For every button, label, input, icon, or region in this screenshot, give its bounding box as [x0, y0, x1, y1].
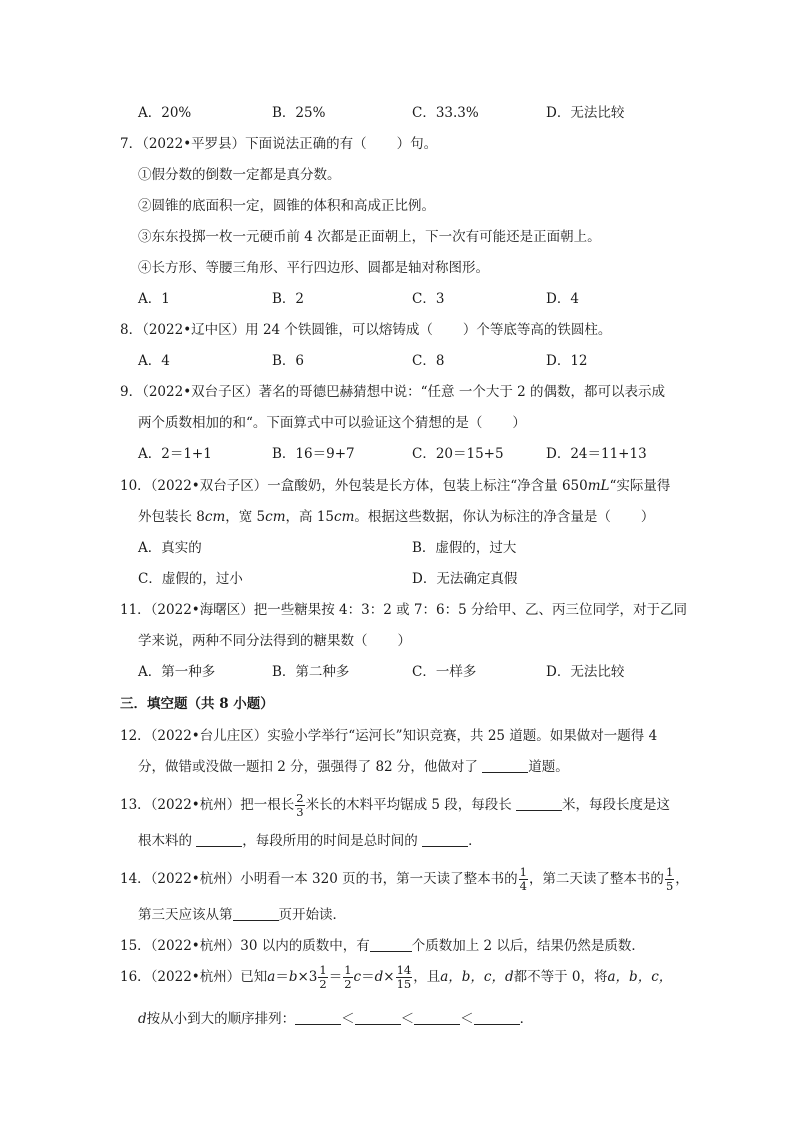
- answer-blank[interactable]: [414, 1010, 460, 1025]
- q8-option-b: B．6: [272, 353, 305, 369]
- q6-option-a: A．20%: [138, 105, 192, 121]
- q11-option-a: A．第一种多: [138, 664, 216, 680]
- q6-option-b: B．25%: [272, 105, 326, 121]
- q8-option-c: C．8: [412, 353, 445, 369]
- answer-blank[interactable]: [516, 796, 562, 811]
- q9-option-d: D．24＝11+13: [546, 446, 647, 462]
- q9-stem-line1: 9．（2022•双台子区）著名的哥德巴赫猜想中说：“任意 一个大于 2 的偶数，都可以表示成: [120, 384, 666, 400]
- q10-option-d: D．无法确定真假: [412, 571, 518, 587]
- fraction: $\frac{14}{15}$: [396, 963, 412, 991]
- q15-stem: 15．（2022•杭州）30 以内的质数中，有 个质数加上 2 以后，结果仍然是质数．: [120, 938, 645, 954]
- q8-option-d: D．12: [546, 353, 588, 369]
- q10-stem-line2: 外包装长 8cm，宽 5cm，高 15cm。根据这些数据，你认为标注的净含量是（ ）: [138, 509, 655, 525]
- q11-stem-line1: 11．（2022•海曙区）把一些糖果按 4：3：2 或 7：6：5 分给甲、乙、丙三位同学，对于乙同: [120, 602, 687, 618]
- q14-stem-line2: 第三天应该从第 页开始读．: [138, 907, 346, 923]
- q7-statement-4: ④长方形、等腰三角形、平行四边形、圆都是轴对称图形。: [138, 260, 489, 276]
- q8-stem: 8．（2022•辽中区）用 24 个铁圆锥，可以熔铸成（ ）个等底等高的铁圆柱。: [120, 322, 612, 338]
- fraction: $\frac{1}{2}$: [319, 963, 327, 991]
- fraction: $\frac{1}{2}$: [344, 963, 352, 991]
- q11-stem-line2: 学来说，两种不同分法得到的糖果数（ ）: [138, 633, 411, 649]
- q10-option-a: A．真实的: [138, 540, 202, 556]
- q10-stem-line1: 10．（2022•双台子区）一盒酸奶，外包装是长方体，包装上标注“净含量 650mL“实际量得: [120, 478, 671, 494]
- answer-blank[interactable]: [482, 758, 528, 773]
- q12-stem-line1: 12．（2022•台儿庄区）实验小学举行“运河长”知识竞赛，共 25 道题。如果做对一题得 4: [120, 728, 658, 744]
- fraction: $\frac{1}{4}$: [519, 865, 527, 893]
- q8-option-a: A．4: [138, 353, 170, 369]
- q13-stem-line2: 根木料的 ，每段所用的时间是总时间的 ．: [138, 833, 482, 849]
- answer-blank[interactable]: [422, 832, 468, 847]
- q6-option-d: D．无法比较: [546, 105, 625, 121]
- q7-option-a: A．1: [138, 291, 170, 307]
- q16-stem-line1: 16．（2022•杭州）已知a＝b×3 $\frac{1}{2}$ ＝ $\frac{1}{2}$ c＝d× $\frac{14}{15}$ ，且a，b，c，d都不等于 0，将a，b，c，: [120, 963, 673, 991]
- q13-stem-line1: 13．（2022•杭州）把一根长 $\frac{2}{3}$ 米长的木料平均锯成 5 段，每段长 米，每段长度是这: [120, 791, 671, 819]
- q11-option-d: D．无法比较: [546, 664, 625, 680]
- q9-option-c: C．20＝15+5: [412, 446, 504, 462]
- q7-option-c: C．3: [412, 291, 445, 307]
- q7-statement-3: ③东东投掷一枚一元硬币前 4 次都是正面朝上，下一次有可能还是正面朝上。: [138, 229, 601, 245]
- q12-stem-line2: 分，做错或没做一题扣 2 分，强强得了 82 分，他做对了 道题。: [138, 759, 569, 775]
- q7-statement-1: ①假分数的倒数一定都是真分数。: [138, 167, 341, 183]
- answer-blank[interactable]: [233, 906, 279, 921]
- q10-option-b: B．虚假的，过大: [412, 540, 517, 556]
- answer-blank[interactable]: [355, 1010, 401, 1025]
- fraction: $\frac{2}{3}$: [296, 791, 304, 819]
- q7-option-b: B．2: [272, 291, 305, 307]
- q14-stem-line1: 14．（2022•杭州）小明看一本 320 页的书，第一天读了整本书的 $\frac{1}{4}$ ，第二天读了整本书的 $\frac{1}{5}$ ，: [120, 865, 689, 893]
- q9-option-b: B．16＝9+7: [272, 446, 355, 462]
- answer-blank[interactable]: [295, 1010, 341, 1025]
- answer-blank[interactable]: [474, 1010, 520, 1025]
- answer-blank[interactable]: [370, 937, 412, 952]
- section-title: 三．填空题（共 8 小题）: [120, 696, 274, 712]
- answer-blank[interactable]: [196, 832, 242, 847]
- q6-option-c: C．33.3%: [412, 105, 479, 121]
- q11-option-b: B．第二种多: [272, 664, 350, 680]
- q9-stem-line2: 两个质数相加的和“。下面算式中可以验证这个猜想的是（ ）: [138, 415, 526, 431]
- q9-option-a: A．2＝1+1: [138, 446, 212, 462]
- q16-stem-line2: d按从小到大的顺序排列： ＜ ＜ ＜ ．: [138, 1011, 534, 1027]
- q7-statement-2: ②圆锥的底面积一定，圆锥的体积和高成正比例。: [138, 198, 435, 214]
- fraction: $\frac{1}{5}$: [665, 865, 674, 893]
- q7-option-d: D．4: [546, 291, 579, 307]
- q10-option-c: C．虚假的，过小: [138, 571, 243, 587]
- q11-option-c: C．一样多: [412, 664, 477, 680]
- q7-stem: 7．（2022•平罗县）下面说法正确的有（ ）句。: [120, 136, 438, 152]
